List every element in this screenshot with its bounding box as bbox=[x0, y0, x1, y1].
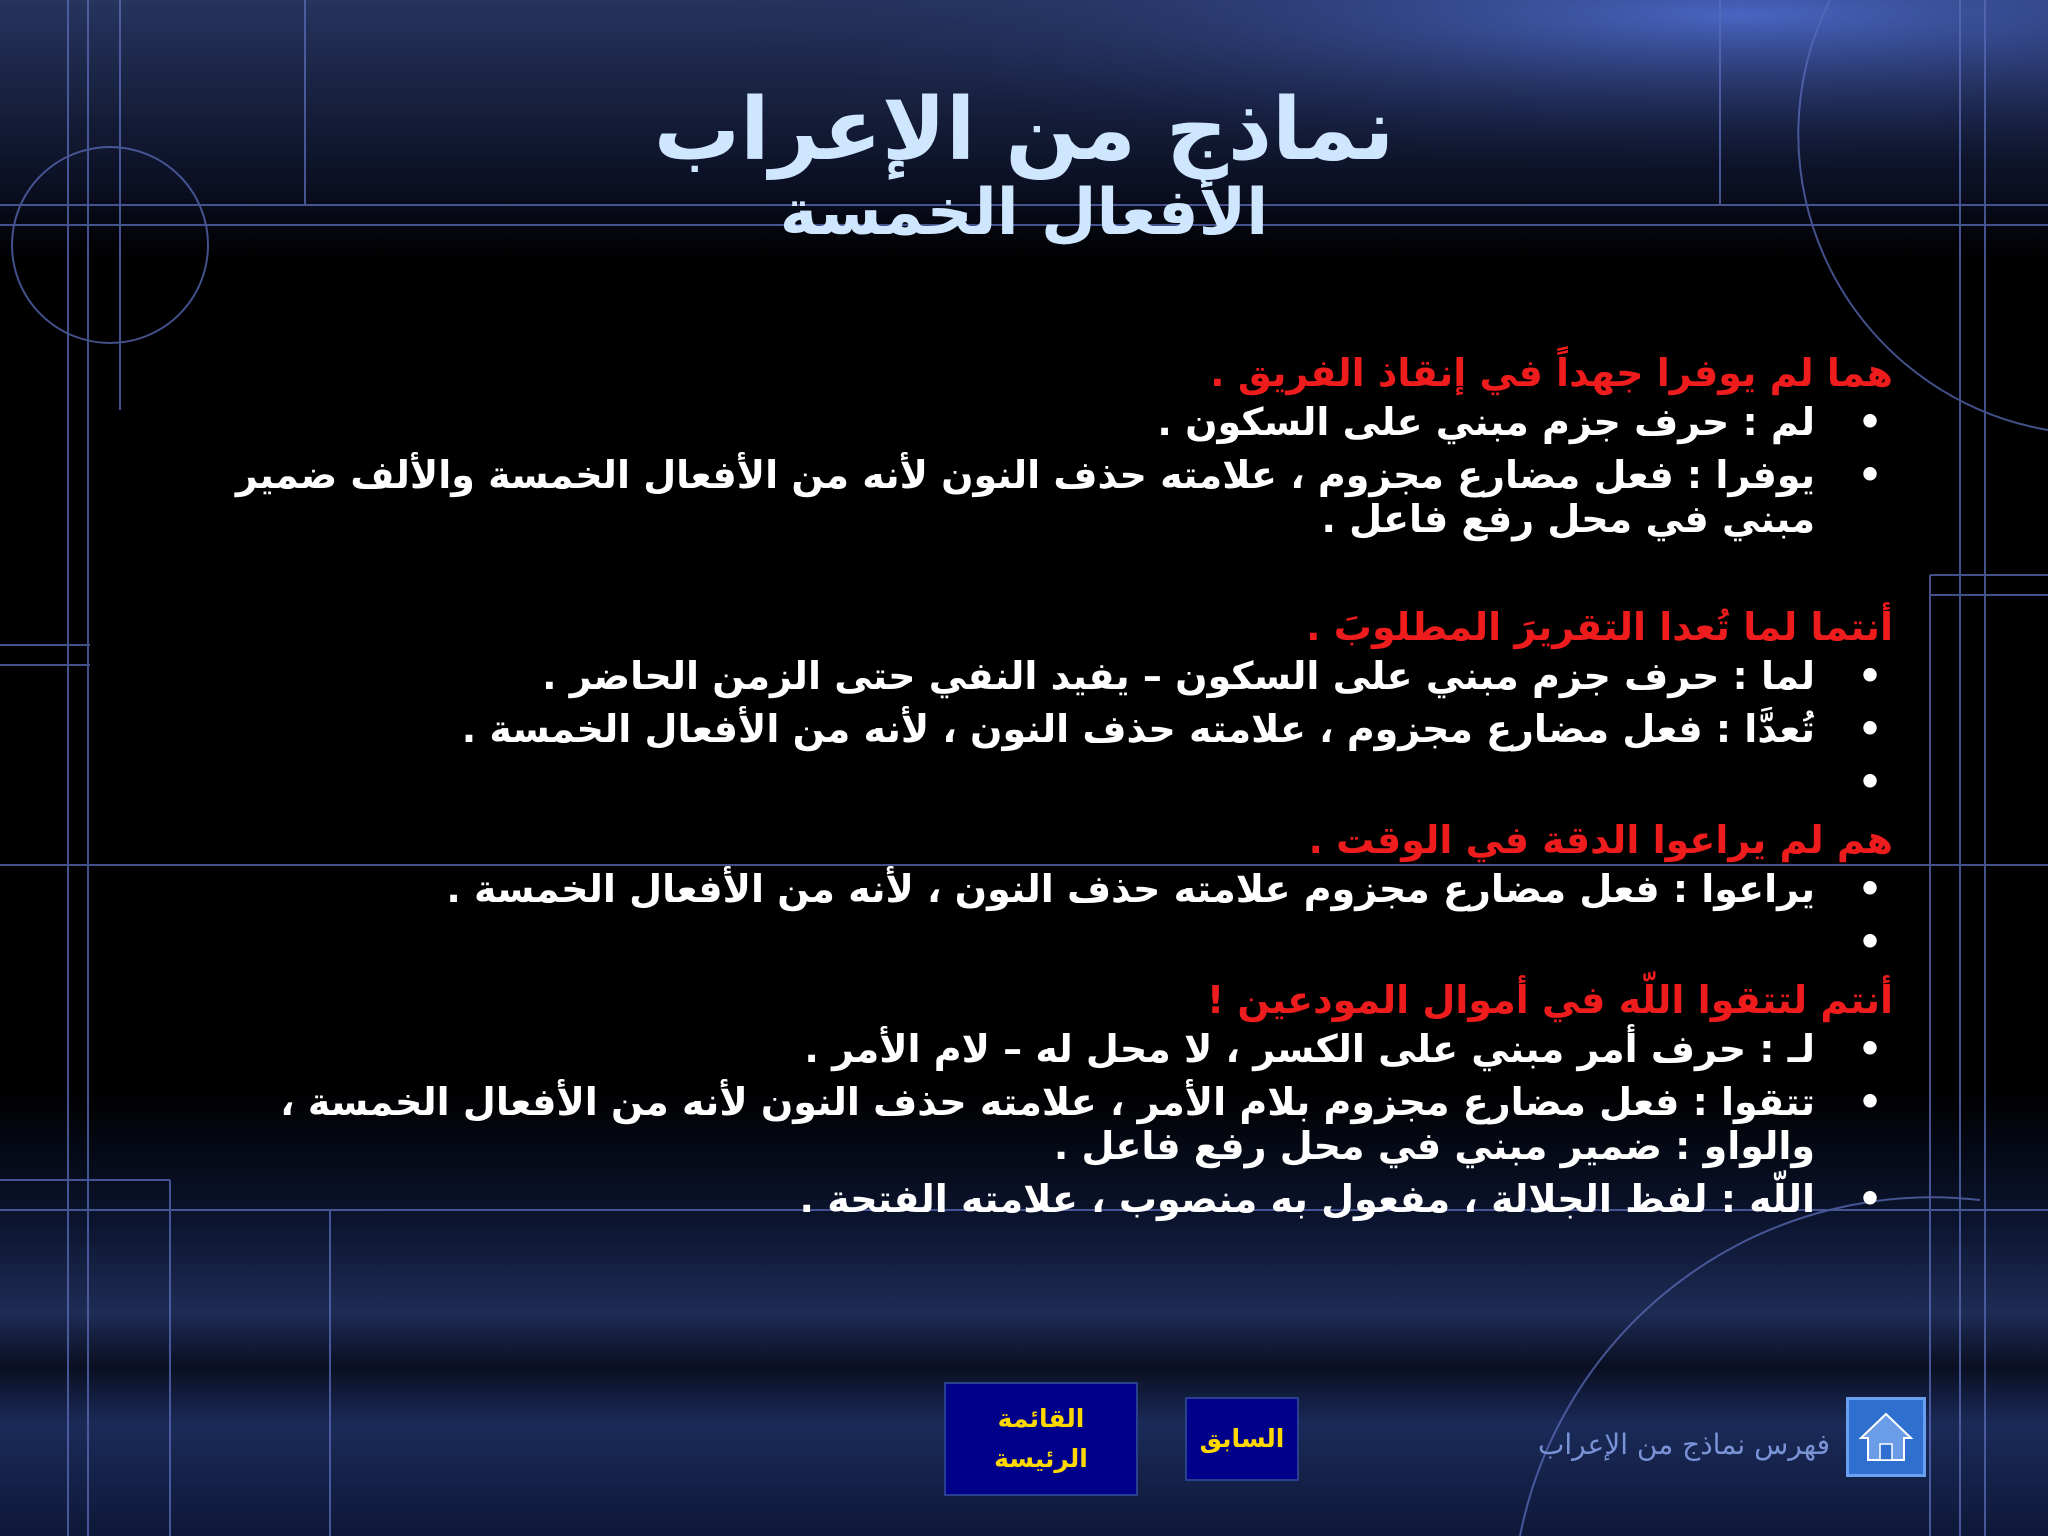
main-menu-label-line2: الرئيسة bbox=[994, 1444, 1088, 1473]
analysis-text: لم : حرف جزم مبني على السكون . bbox=[1157, 400, 1815, 444]
example-sentence: أنتم لتتقوا اللّه في أموال المودعين ! bbox=[1206, 978, 1893, 1022]
analysis-item bbox=[173, 1027, 1893, 1071]
bullet-icon: • bbox=[1857, 1027, 1883, 1071]
bullet-icon: • bbox=[1857, 707, 1883, 751]
example-sentence: هم لم يراعوا الدقة في الوقت . bbox=[1308, 818, 1893, 862]
main-menu-label-line1: القائمة bbox=[997, 1404, 1085, 1433]
previous-button[interactable]: السابق bbox=[1185, 1397, 1299, 1481]
analysis-item bbox=[173, 1080, 1893, 1168]
bullet-icon: • bbox=[1857, 920, 1883, 964]
analysis-item bbox=[173, 654, 1893, 698]
analysis-text: لما : حرف جزم مبني على السكون – يفيد النفي حتى الزمن الحاضر . bbox=[542, 654, 1815, 698]
analysis-item bbox=[173, 867, 1893, 911]
slide-title-block bbox=[0, 80, 2048, 252]
analysis-text: لـ : حرف أمر مبني على الكسر ، لا محل له – لام الأمر . bbox=[804, 1027, 1815, 1071]
bullet-icon: • bbox=[1857, 453, 1883, 497]
index-link[interactable]: فهرس نماذج من الإعراب bbox=[1537, 1428, 1830, 1461]
bullet-icon: • bbox=[1857, 760, 1883, 804]
analysis-item bbox=[173, 760, 1893, 804]
analysis-item bbox=[173, 400, 1893, 444]
analysis-text: يوفرا : فعل مضارع مجزوم ، علامته حذف النون لأنه من الأفعال الخمسة والألف ضمير مبني في محل رفع فاعل . bbox=[235, 453, 1815, 541]
bullet-icon: • bbox=[1857, 1177, 1883, 1221]
analysis-text: اللّه : لفظ الجلالة ، مفعول به منصوب ، علامته الفتحة . bbox=[799, 1177, 1815, 1221]
house-icon bbox=[1849, 1400, 1923, 1474]
analysis-item bbox=[173, 707, 1893, 751]
slide-content bbox=[173, 346, 1893, 1230]
bullet-icon: • bbox=[1857, 1080, 1883, 1124]
analysis-item bbox=[173, 453, 1893, 541]
analysis-text: تُعدَّا : فعل مضارع مجزوم ، علامته حذف النون ، لأنه من الأفعال الخمسة . bbox=[461, 707, 1815, 751]
example-sentence: هما لم يوفرا جهداً في إنقاذ الفريق . bbox=[1210, 351, 1893, 395]
analysis-text: يراعوا : فعل مضارع مجزوم علامته حذف النون ، لأنه من الأفعال الخمسة . bbox=[446, 867, 1815, 911]
bullet-icon: • bbox=[1857, 654, 1883, 698]
analysis-text: تتقوا : فعل مضارع مجزوم بلام الأمر ، علامته حذف النون لأنه من الأفعال الخمسة ، والواو : ضمير مبني في محل رفع فاعل . bbox=[280, 1080, 1815, 1168]
analysis-item bbox=[173, 920, 1893, 964]
analysis-item bbox=[173, 1177, 1893, 1221]
slide-title: نماذج من الإعراب bbox=[653, 80, 1395, 180]
bullet-icon: • bbox=[1857, 400, 1883, 444]
home-icon[interactable] bbox=[1846, 1397, 1926, 1477]
slide-subtitle: الأفعال الخمسة bbox=[779, 176, 1269, 250]
bullet-icon: • bbox=[1857, 867, 1883, 911]
main-menu-button[interactable] bbox=[944, 1382, 1138, 1496]
example-sentence: أنتما لما تُعدا التقريرَ المطلوبَ . bbox=[1306, 605, 1893, 649]
